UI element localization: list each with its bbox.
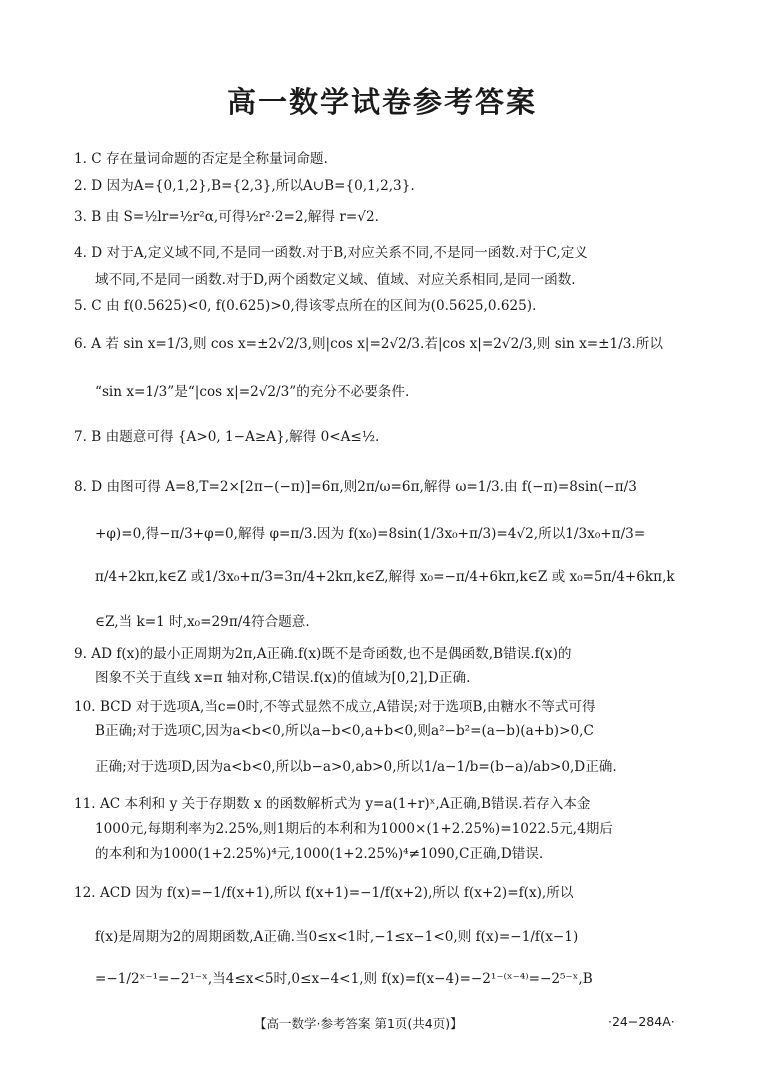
answer-11-line-2: 1000元,每期利率为2.25%,则1期后的本利和为1000×(1+2.25%)=1022.5元,4期后 bbox=[95, 821, 613, 837]
answer-12-line-3: =−1/2ˣ⁻¹=−2¹⁻ˣ,当4≤x<5时,0≤x−4<1,则 f(x)=f(x−4)=−2¹⁻⁽ˣ⁻⁴⁾=−2⁵⁻ˣ,B bbox=[95, 971, 593, 987]
answer-12-line-1: 12. ACD 因为 f(x)=−1/f(x+1),所以 f(x+1)=−1/f(x+2),所以 f(x+2)=f(x),所以 bbox=[74, 885, 574, 901]
answer-8-line-1: 8. D 由图可得 A=8,T=2×[2π−(−π)]=6π,则2π/ω=6π,解得 ω=1/3.由 f(−π)=8sin(−π/3 bbox=[74, 479, 637, 495]
answer-4-line-2: 域不同,不是同一函数.对于D,两个函数定义域、值域、对应关系相同,是同一函数. bbox=[95, 272, 576, 288]
answer-10-line-2: B正确;对于选项C,因为a<b<0,所以a−b<0,a+b<0,则a²−b²=(a−b)(a+b)>0,C bbox=[95, 723, 594, 739]
answer-12-line-2: f(x)是周期为2的周期函数,A正确.当0≤x<1时,−1≤x−1<0,则 f(x)=−1/f(x−1) bbox=[95, 929, 579, 945]
answer-11-line-1: 11. AC 本利和 y 关于存期数 x 的函数解析式为 y=a(1+r)ˣ,A正确,B错误.若存入本金 bbox=[74, 796, 591, 812]
answer-6-line-2: “sin x=1/3”是“|cos x|=2√2/3”的充分不必要条件. bbox=[95, 384, 410, 400]
answer-9-line-2: 图象不关于直线 x=π 轴对称,C错误.f(x)的值域为[0,2],D正确. bbox=[95, 670, 471, 686]
answer-8-line-3: π/4+2kπ,k∈Z 或1/3x₀+π/3=3π/4+2kπ,k∈Z,解得 x₀=−π/4+6kπ,k∈Z 或 x₀=5π/4+6kπ,k bbox=[95, 569, 675, 585]
answer-3: 3. B 由 S=½lr=½r²α,可得½r²·2=2,解得 r=√2. bbox=[74, 209, 379, 225]
answer-6-line-1: 6. A 若 sin x=1/3,则 cos x=±2√2/3,则|cos x|=2√2/3.若|cos x|=2√2/3,则 sin x=±1/3.所以 bbox=[74, 336, 663, 352]
answer-10-line-1: 10. BCD 对于选项A,当c=0时,不等式显然不成立,A错误;对于选项B,由糖水不等式可得 bbox=[74, 699, 596, 715]
answer-11-line-3: 的本利和为1000(1+2.25%)⁴元,1000(1+2.25%)⁴≠1090,C正确,D错误. bbox=[95, 846, 544, 862]
answer-10-line-3: 正确;对于选项D,因为a<b<0,所以b−a>0,ab>0,所以1/a−1/b=(b−a)/ab>0,D正确. bbox=[95, 759, 617, 775]
answer-5: 5. C 由 f(0.5625)<0, f(0.625)>0,得该零点所在的区间为(0.5625,0.625). bbox=[74, 298, 537, 314]
footer-page-info: 【高一数学·参考答案 第1页(共4页)】 bbox=[254, 1016, 463, 1031]
answer-7: 7. B 由题意可得 {A>0, 1−A≥A},解得 0<A≤½. bbox=[74, 429, 380, 445]
footer-code: ·24−284A· bbox=[608, 1014, 675, 1029]
answer-8-line-2: +φ)=0,得−π/3+φ=0,解得 φ=π/3.因为 f(x₀)=8sin(1/3x₀+π/3)=4√2,所以1/3x₀+π/3= bbox=[95, 526, 646, 542]
answer-1: 1. C 存在量词命题的否定是全称量词命题. bbox=[74, 151, 328, 167]
page-title: 高一数学试卷参考答案 bbox=[226, 85, 537, 119]
answer-9-line-1: 9. AD f(x)的最小正周期为2π,A正确.f(x)既不是奇函数,也不是偶函数,B错误.f(x)的 bbox=[74, 646, 572, 662]
answer-8-line-4: ∈Z,当 k=1 时,x₀=29π/4符合题意. bbox=[95, 614, 310, 630]
answer-4-line-1: 4. D 对于A,定义域不同,不是同一函数.对于B,对应关系不同,不是同一函数.对于C,定义 bbox=[74, 245, 588, 261]
answer-2: 2. D 因为A={0,1,2},B={2,3},所以A∪B={0,1,2,3}. bbox=[74, 178, 415, 194]
